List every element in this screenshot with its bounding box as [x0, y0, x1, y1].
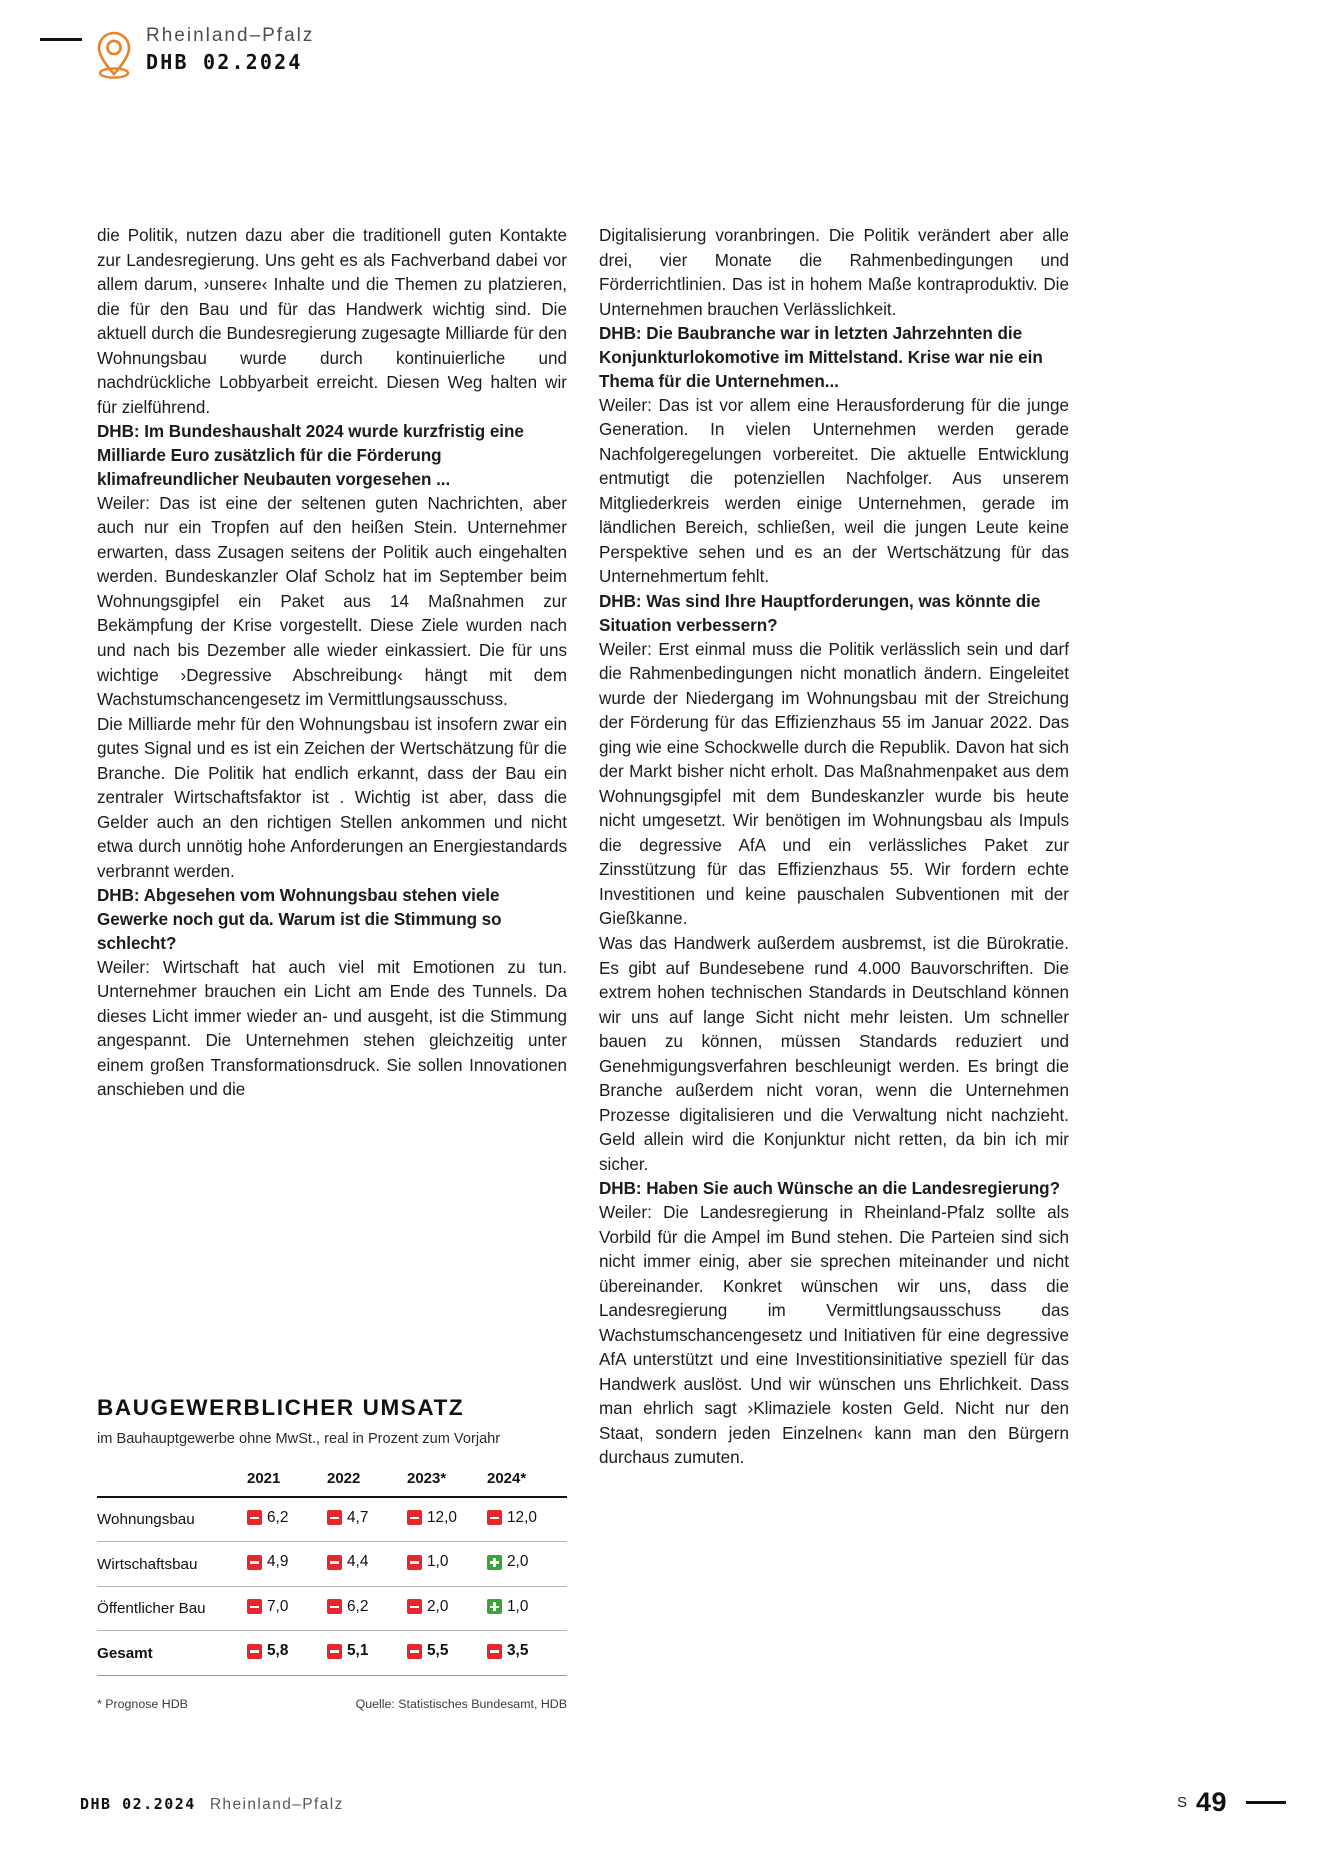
- column-header-label: [97, 1470, 247, 1497]
- interview-question: DHB: Abgesehen vom Wohnungsbau stehen viele Gewerke noch gut da. Warum ist die Stimmung so schlecht?: [97, 886, 502, 953]
- row-label: Wirtschaftsbau: [97, 1555, 198, 1573]
- footer-rule: [1246, 1801, 1286, 1804]
- footer-region: Rheinland–Pfalz: [209, 1796, 344, 1813]
- interview-answer: Weiler: Das ist eine der seltenen guten Nachrichten, aber auch nur ein Tropfen auf den heißen Stein. Unternehmer erwarten, dass Zusagen seitens der Politik auch eingehalten werden. Bundeskanzler Olaf Scholz hat im September beim Wohnungsgipfel ein Paket aus 14 Maßnahmen zur Bekämpfung der Krise vorgestellt. Diese Ziele wurden nach und nach bis Dezember alle wieder einkassiert. Die für uns wichtige ›Degressive Abschreibung‹ hängt mit dem Wachstumschancengesetz im Vermittlungsausschuss.: [97, 493, 567, 710]
- table-cell-value: [407, 1631, 487, 1676]
- cell-number: 5,8: [267, 1642, 289, 1660]
- stats-table-head: [97, 1470, 567, 1497]
- cell-number: 1,0: [507, 1597, 529, 1615]
- cell-number: 5,5: [427, 1642, 449, 1660]
- infographic-footnote: * Prognose HDB: [97, 1696, 188, 1711]
- interview-answer: Weiler: Das ist vor allem eine Herausforderung für die junge Generation. In vielen Unternehmen werden gerade Nachfolgeregelungen vorbereitet. Die aktuelle Entwicklung entmutigt die potenziellen Nachfolger. Aus unserem Mitgliederkreis werden einige Unternehmen, gerade im ländlichen Bereich, schließen, weil die jungen Leute keine Perspektive sehen und es an der Wertschätzung für das Unternehmertum fehlt.: [599, 395, 1069, 587]
- body-paragraph: Digitalisierung voranbringen. Die Politik verändert aber alle drei, vier Monate die Rahmenbedingungen und Förderrichtlinien. Das ist in hohem Maße kontraproduktiv. Die Unternehmen brauchen Verlässlichkeit.: [599, 226, 1069, 319]
- infographic-footer: [97, 1697, 567, 1711]
- cell-number: 4,4: [347, 1553, 369, 1571]
- table-cell-value: [487, 1586, 567, 1631]
- infographic-title: BAUGEWERBLICHER UMSATZ: [97, 1395, 465, 1420]
- cell-number: 3,5: [507, 1642, 529, 1660]
- minus-icon: [247, 1599, 262, 1614]
- row-label: Wohnungsbau: [97, 1511, 195, 1529]
- table-cell-value: [327, 1631, 407, 1676]
- cell-number: 2,0: [427, 1597, 449, 1615]
- table-cell-value: [327, 1497, 407, 1542]
- body-paragraph: Was das Handwerk außerdem ausbremst, ist die Bürokratie. Es gibt auf Bundesebene rund 4.000 Bauvorschriften. Die extrem hohen technischen Standards in Deutschland können wir uns auf lange Sicht nicht mehr leisten. Um schneller bauen zu können, müssen Standards reduziert und Genehmigungsverfahren beschleunigt werden. Es bringt die Branche außerdem nicht voran, wenn die Unternehmen Prozesse digitalisieren und die Verwaltung nicht nachzieht. Geld allein wird die Konjunktur nicht retten, da bin ich mir sicher.: [599, 933, 1069, 1174]
- row-label: Öffentlicher Bau: [97, 1600, 206, 1618]
- stats-table-body: [97, 1497, 567, 1676]
- cell-number: 6,2: [267, 1508, 289, 1526]
- minus-icon: [327, 1599, 342, 1614]
- table-cell-value: [327, 1586, 407, 1631]
- cell-number: 5,1: [347, 1642, 369, 1660]
- body-paragraph: Die Milliarde mehr für den Wohnungsbau ist insofern zwar ein gutes Signal und es ist ein Zeichen der Wertschätzung für die Branche. Die Politik hat endlich erkannt, dass der Bau ein zentraler Wirtschaftsfaktor ist . Wichtig ist aber, dass die Gelder auch an den richtigen Stellen ankommen und nicht etwa durch unnötig hohe Anforderungen an Energiestandards verbrannt werden.: [97, 714, 567, 881]
- cell-number: 4,7: [347, 1508, 369, 1526]
- minus-icon: [407, 1555, 422, 1570]
- infographic-baugewerblicher-umsatz: [97, 1395, 567, 1711]
- minus-icon: [487, 1644, 502, 1659]
- minus-icon: [407, 1599, 422, 1614]
- table-cell-value: [247, 1586, 327, 1631]
- table-cell-value: [487, 1497, 567, 1542]
- table-cell-value: [247, 1631, 327, 1676]
- table-cell-value: [407, 1586, 487, 1631]
- table-row: [97, 1586, 567, 1631]
- cell-number: 12,0: [507, 1508, 537, 1526]
- table-cell-value: [487, 1542, 567, 1587]
- interview-question: DHB: Die Baubranche war in letzten Jahrzehnten die Konjunkturlokomotive im Mittelstand. Krise war nie ein Thema für die Unternehmen...: [599, 324, 1043, 391]
- minus-icon: [407, 1644, 422, 1659]
- minus-icon: [327, 1555, 342, 1570]
- minus-icon: [247, 1555, 262, 1570]
- table-cell-value: [327, 1542, 407, 1587]
- table-cell-value: [407, 1497, 487, 1542]
- interview-question: DHB: Was sind Ihre Hauptforderungen, was könnte die Situation verbessern?: [599, 591, 1041, 635]
- stats-table: [97, 1470, 567, 1676]
- infographic-source: Quelle: Statistisches Bundesamt, HDB: [355, 1696, 567, 1711]
- interview-answer: Weiler: Erst einmal muss die Politik verlässlich sein und darf die Rahmenbedingungen nicht monatlich ändern. Eingeleitet wurde der Niedergang im Wohnungsbau mit der Streichung der Förderung für das Effizienzhaus 55 im Januar 2022. Das ging wie eine Schockwelle durch die Republik. Davon hat sich der Markt bisher nicht erholt. Das Maßnahmenpaket aus dem Wohnungsgipfel mit dem Bundeskanzler wurde bis heute nicht umgesetzt. Wir benötigen im Wohnungsbau als Impuls die degressive AfA und ein verlässliches Paket zur Zinsstützung für das Effizienzhaus 55. Wir fordern echte Investitionen und keine pauschalen Subventionen mit der Gießkanne.: [599, 639, 1069, 929]
- cell-number: 1,0: [427, 1553, 449, 1571]
- table-cell-value: [247, 1497, 327, 1542]
- minus-icon: [327, 1510, 342, 1525]
- minus-icon: [327, 1644, 342, 1659]
- infographic-subtitle: im Bauhauptgewerbe ohne MwSt., real in Prozent zum Vorjahr: [97, 1431, 501, 1447]
- body-paragraph: die Politik, nutzen dazu aber die traditionell guten Kontakte zur Landesregierung. Uns geht es als Fachverband dabei vor allem darum, ›unsere‹ Inhalte und die Themen zu platzieren, die für den Bau und für das Handwerk wichtig sind. Die aktuell durch die Bundesregierung zugesagte Milliarde für den Wohnungsbau wurde durch kontinuierliche und nachdrückliche Lobbyarbeit erreicht. Diesen Weg halten wir für zielführend.: [97, 226, 567, 417]
- footer-issue: DHB 02.2024: [80, 1795, 196, 1813]
- interview-question: DHB: Haben Sie auch Wünsche an die Landesregierung?: [599, 1179, 1060, 1199]
- interview-question: DHB: Im Bundeshaushalt 2024 wurde kurzfristig eine Milliarde Euro zusätzlich für die Förderung klimafreundlicher Neubauten vorgesehen ...: [97, 422, 524, 489]
- cell-number: 12,0: [427, 1508, 457, 1526]
- masthead-region: Rheinland–Pfalz: [146, 25, 315, 46]
- cell-number: 4,9: [267, 1553, 289, 1571]
- row-label: Gesamt: [97, 1644, 153, 1662]
- minus-icon: [247, 1644, 262, 1659]
- page-number-prefix: S: [1176, 1794, 1187, 1811]
- interview-answer: Weiler: Wirtschaft hat auch viel mit Emotionen zu tun. Unternehmer brauchen ein Licht am Ende des Tunnels. Da dieses Licht immer wieder an- und ausgeht, ist die Stimmung angespannt. Die Unternehmen stehen gleichzeitig unter einem großen Transformationsdruck. Sie sollen Innovationen anschieben und die: [97, 957, 567, 1100]
- table-cell-value: [247, 1542, 327, 1587]
- table-row: [97, 1542, 567, 1587]
- table-row: [97, 1497, 567, 1542]
- masthead-rule: [40, 38, 82, 41]
- table-header-row: [97, 1470, 567, 1497]
- page-masthead: [40, 26, 314, 82]
- minus-icon: [407, 1510, 422, 1525]
- footer-left: [80, 1795, 344, 1814]
- cell-number: 2,0: [507, 1553, 529, 1571]
- column-header-2022: 2022: [327, 1469, 361, 1487]
- minus-icon: [247, 1510, 262, 1525]
- column-header-2024: 2024*: [487, 1469, 527, 1487]
- plus-icon: [487, 1555, 502, 1570]
- page-footer: [0, 1787, 1326, 1835]
- table-cell-value: [487, 1631, 567, 1676]
- cell-number: 7,0: [267, 1597, 289, 1615]
- table-row: [97, 1631, 567, 1676]
- article-column-left: [97, 224, 567, 1103]
- table-cell-value: [407, 1542, 487, 1587]
- article-column-right: [599, 224, 1069, 1471]
- column-header-2023: 2023*: [407, 1469, 447, 1487]
- plus-icon: [487, 1599, 502, 1614]
- location-pin-icon: [94, 30, 134, 82]
- interview-answer: Weiler: Die Landesregierung in Rheinland-Pfalz sollte als Vorbild für die Ampel im Bund stehen. Die Parteien sind sich nicht immer einig, aber sie sprechen miteinander und nicht übereinander. Konkret wünschen wir uns, dass die Landesregierung im Vermittlungsausschuss das Wachstumschancengesetz und Initiativen für eine degressive AfA unterstützt und eine Investitionsinitiative speziell für das Handwerk auslöst. Und wir wünschen uns Ehrlichkeit. Dass man ehrlich sagt ›Klimaziele kosten Geld. Nicht nur den Staat, sondern jeden Einzelnen‹ kann man den Bürgern durchaus zumuten.: [599, 1203, 1069, 1468]
- footer-right: [1177, 1787, 1286, 1818]
- minus-icon: [487, 1510, 502, 1525]
- masthead-issue: DHB 02.2024: [146, 50, 303, 74]
- column-header-2021: 2021: [247, 1469, 281, 1487]
- page-number: 49: [1195, 1787, 1227, 1817]
- cell-number: 6,2: [347, 1597, 369, 1615]
